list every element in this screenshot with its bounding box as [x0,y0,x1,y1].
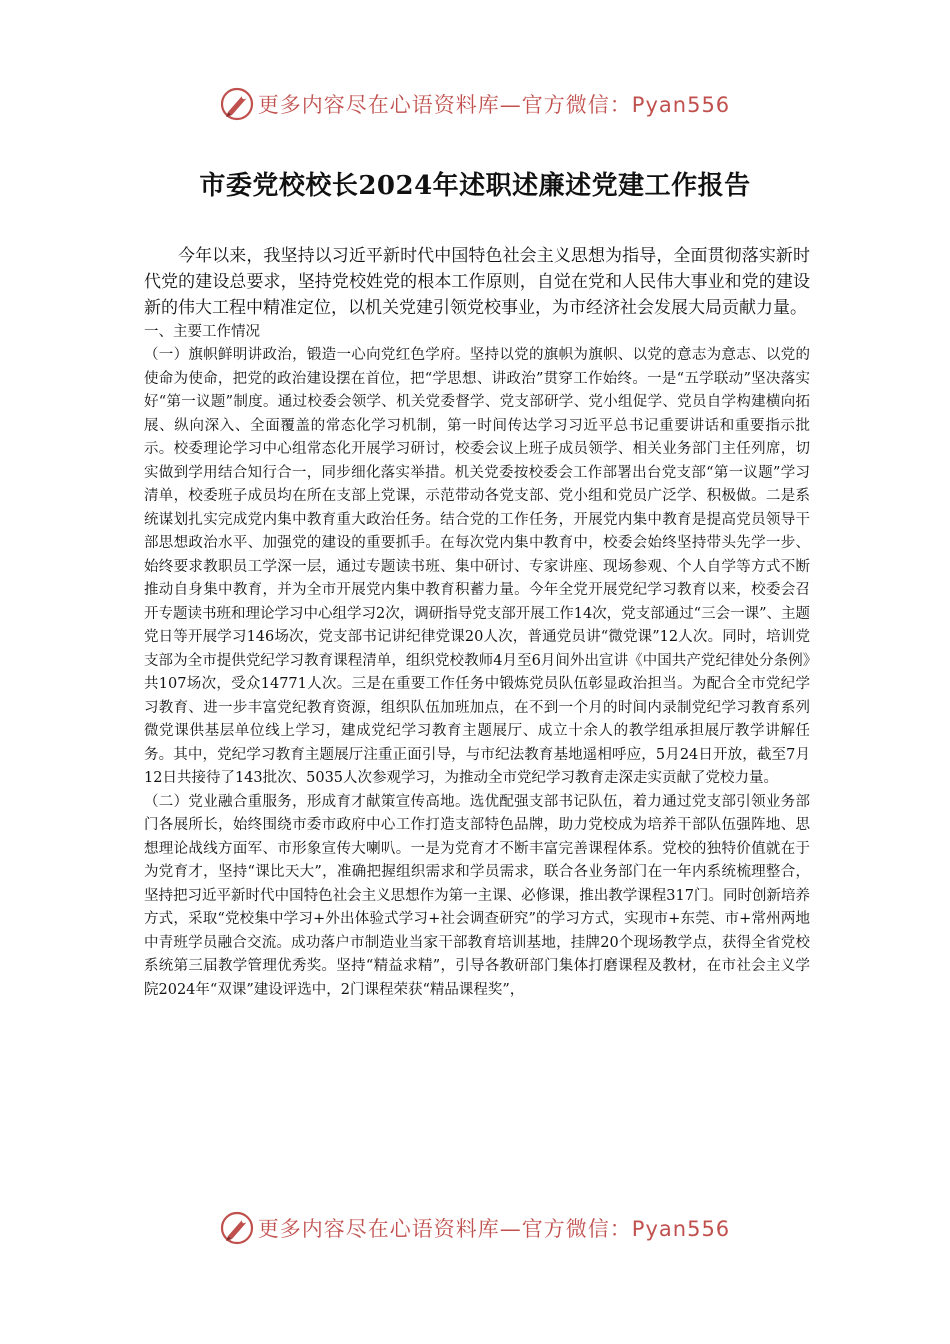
document-body [144,243,810,1002]
header-banner [0,84,950,124]
pen-logo-icon [220,1211,254,1245]
page-title: 市委党校校长2024年述职述廉述党建工作报告 [199,171,751,202]
section-heading: 一、主要工作情况 [144,324,260,340]
footer-banner [0,1208,950,1248]
banner-text: 更多内容尽在心语资料库—官方微信：Pyan556 [257,93,731,117]
paragraph-politics: （一）旗帜鲜明讲政治，锻造一心向党红色学府。坚持以党的旗帜为旗帜、以党的意志为意志、以党的使命为使命，把党的政治建设摆在首位，把“学思想、讲政治”贯穿工作始终。一是“五学联动”坚决落实好“第一议题”制度。通过校委会领学、机关党委督学、党支部研学、党小组促学、党员自学构建横向拓展、纵向深入、全面覆盖的常态化学习机制，第一时间传达学习习近平总书记重要讲话和重要指示批示。校委理论学习中心组常态化开展学习研讨，校委会议上班子成员领学、相关业务部门主任列席，切实做到学用结合知行合一，同步细化落实举措。机关党委按校委会工作部署出台党支部“第一议题”学习清单，校委班子成员均在所在支部上党课，示范带动各党支部、党小组和党员广泛学、积极做。二是系统谋划扎实完成党内集中教育重大政治任务。结合党的工作任务，开展党内集中教育是提高党员领导干部思想政治水平、加强党的建设的重要抓手。在每次党内集中教育中，校委会始终坚持带头先学一步、始终要求教职员工学深一层，通过专题读书班、集中研讨、专家讲座、现场参观、个人自学等方式不断推动自身集中教育，并为全市开展党内集中教育积蓄力量。今年全党开展党纪学习教育以来，校委会召开专题读书班和理论学习中心组学习2次，调研指导党支部开展工作14次，党支部通过“三会一课”、主题党日等开展学习146场次，党支部书记讲纪律党课20人次，普通党员讲“微党课”12人次。同时，培训党支部为全市提供党纪学习教育课程清单，组织党校教师4月至6月间外出宣讲《中国共产党纪律处分条例》共107场次，受众14771人次。三是在重要工作任务中锻炼党员队伍彰显政治担当。为配合全市党纪学习教育、进一步丰富党纪教育资源，组织队伍加班加点，在不到一个月的时间内录制党纪学习教育系列微党课供基层单位线上学习，建成党纪学习教育主题展厅、成立十余人的教学组承担展厅教学讲解任务。其中，党纪学习教育主题展厅注重正面引导，与市纪法教育基地遥相呼应，5月24日开放，截至7月12日共接待了143批次、5035人次参观学习，为推动全市党纪学习教育走深走实贡献了党校力量。 [144,347,810,786]
pen-logo-icon [220,87,254,121]
intro-paragraph: 今年以来，我坚持以习近平新时代中国特色社会主义思想为指导，全面贯彻落实新时代党的建设总要求，坚持党校姓党的根本工作原则，自觉在党和人民伟大事业和党的建设新的伟大工程中精准定位，以机关党建引领党校事业，为市经济社会发展大局贡献力量。 [144,246,810,318]
paragraph-integration: （二）党业融合重服务，形成育才献策宣传高地。选优配强支部书记队伍，着力通过党支部引领业务部门各展所长，始终围绕市委市政府中心工作打造支部特色品牌，助力党校成为培养干部队伍强阵地、思想理论战线方面军、市形象宣传大喇叭。一是为党育才不断丰富完善课程体系。党校的独特价值就在于为党育才，坚持“课比天大”，准确把握组织需求和学员需求，联合各业务部门在一年内系统梳理整合，坚持把习近平新时代中国特色社会主义思想作为第一主课、必修课，推出教学课程317门。同时创新培养方式，采取“党校集中学习+外出体验式学习+社会调查研究”的学习方式，实现市+东莞、市+常州两地中青班学员融合交流。成功落户市制造业当家干部教育培训基地，挂牌20个现场教学点，获得全省党校系统第三届教学管理优秀奖。坚持“精益求精”，引导各教研部门集体打磨课程及教材，在市社会主义学院2024年“双课”建设评选中，2门课程荣获“精品课程奖”， [144,793,810,998]
banner-text: 更多内容尽在心语资料库—官方微信：Pyan556 [257,1217,731,1241]
